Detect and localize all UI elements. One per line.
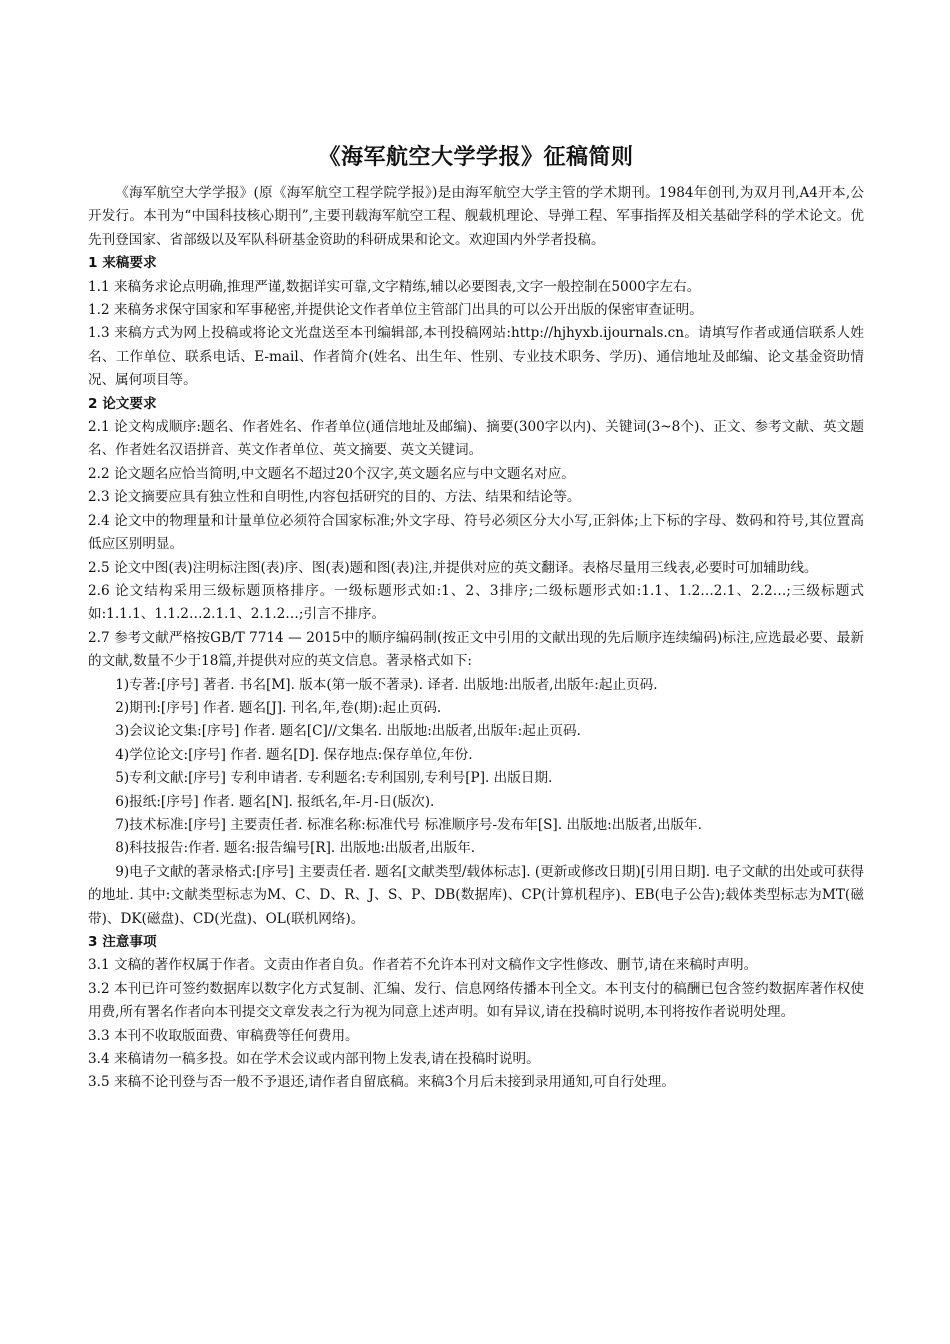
- intro-paragraph: 《海军航空大学学报》(原《海军航空工程学院学报》)是由海军航空大学主管的学术期刊。1984年创刊,为双月刊,A4开本,公开发行。本刊为“中国科技核心期刊”,主要刊载海军航空工程、舰载机理论、导弹工程、军事指挥及相关基础学科的学术论文。优先刊登国家、省部级以及军队科研基金资助的科研成果和论文。欢迎国内外学者投稿。: [88, 185, 864, 248]
- reference-format-item: 3)会议论文集:[序号] 作者. 题名[C]//文集名. 出版地:出版者,出版年:起止页码.: [115, 723, 581, 740]
- reference-format-item: 5)专利文献:[序号] 专利申请者. 专利题名:专利国别,专利号[P]. 出版日期.: [115, 770, 553, 787]
- clause-3-2: 3.2 本刊已许可签约数据库以数字化方式复制、汇编、发行、信息网络传播本刊全文。本刊支付的稿酬已包含签约数据库著作权使用费,所有署名作者向本刊提交文章发表之行为视为同意上述声明。如有异议,请在投稿时说明,本刊将按作者说明处理。: [88, 980, 864, 1021]
- section-heading-1: 1 来稿要求: [88, 255, 157, 272]
- reference-format-item: 9)电子文献的著录格式:[序号] 主要责任者. 题名[文献类型/载体标志]. (更新或修改日期)[引用日期]. 电子文献的出处或可获得的地址. 其中:文献类型标志为M、C、D、R、J、S、P、DB(数据库)、CP(计算机程序)、EB(电子公告);载体类型标志为MT(磁带)、DK(磁盘)、CD(光盘)、OL(联机网络)。: [88, 863, 864, 927]
- reference-format-item: 1)专著:[序号] 著者. 书名[M]. 版本(第一版不著录). 译者. 出版地:出版者,出版年:起止页码.: [115, 676, 658, 693]
- page-title: 《海军航空大学学报》征稿简则: [318, 145, 634, 170]
- clause-3-3: 3.3 本刊不收取版面费、审稿费等任何费用。: [88, 1027, 359, 1044]
- clause-1-3: 1.3 来稿方式为网上投稿或将论文光盘送至本刊编辑部,本刊投稿网站:http://hjhyxb.ijournals.cn。请填写作者或通信联系人姓名、工作单位、联系电话、E-mail、作者简介(姓名、出生年、性别、专业技术职务、学历)、通信地址及邮编、论文基金资助情况、属何项目等。: [88, 325, 864, 389]
- document-page: [88, 140, 864, 1095]
- reference-format-item: 7)技术标准:[序号] 主要责任者. 标准名称:标准代号 标准顺序号-发布年[S]. 出版地:出版者,出版年.: [115, 816, 702, 833]
- reference-format-item: 4)学位论文:[序号] 作者. 题名[D]. 保存地点:保存单位,年份.: [115, 746, 473, 763]
- clause-1-1: 1.1 来稿务求论点明确,推理严谨,数据详实可靠,文字精练,辅以必要图表,文字一般控制在5000字左右。: [88, 278, 701, 295]
- clause-2-4: 2.4 论文中的物理量和计量单位必须符合国家标准;外文字母、符号必须区分大小写,正斜体;上下标的字母、数码和符号,其位置高低应区别明显。: [88, 512, 864, 553]
- clause-2-3: 2.3 论文摘要应具有独立性和自明性,内容包括研究的目的、方法、结果和结论等。: [88, 489, 581, 506]
- section-heading-3: 3 注意事项: [88, 934, 157, 950]
- section-heading-2: 2 论文要求: [88, 395, 157, 412]
- reference-format-item: 2)期刊:[序号] 作者. 题名[J]. 刊名,年,卷(期):起止页码.: [115, 699, 442, 716]
- clause-2-7: 2.7 参考文献严格按GB/T 7714 — 2015中的顺序编码制(按正文中引用的文献出现的先后顺序连续编码)标注,应选最必要、最新的文献,数量不少于18篇,并提供对应的英文信息。著录格式如下:: [88, 629, 864, 670]
- reference-format-item: 8)科技报告:作者. 题名:报告编号[R]. 出版地:出版者,出版年.: [115, 840, 476, 857]
- clause-3-5: 3.5 来稿不论刊登与否一般不予退还,请作者自留底稿。来稿3个月后未接到录用通知,可自行处理。: [88, 1074, 675, 1091]
- clause-3-1: 3.1 文稿的著作权属于作者。文责由作者自负。作者若不允许本刊对文稿作文字性修改、删节,请在来稿时声明。: [88, 957, 758, 974]
- clause-3-4: 3.4 来稿请勿一稿多投。如在学术会议或内部刊物上发表,请在投稿时说明。: [88, 1051, 540, 1068]
- clause-1-2: 1.2 来稿务求保守国家和军事秘密,并提供论文作者单位主管部门出具的可以公开出版的保密审查证明。: [88, 302, 703, 319]
- clause-2-2: 2.2 论文题名应恰当简明,中文题名不超过20个汉字,英文题名应与中文题名对应。: [88, 465, 575, 482]
- clause-2-6: 2.6 论文结构采用三级标题顶格排序。一级标题形式如:1、2、3排序;二级标题形式如:1.1、1.2…2.1、2.2…;三级标题式如:1.1.1、1.1.2…2.1.1、2.1.2…;引言不排序。: [88, 582, 864, 623]
- clause-2-5: 2.5 论文中图(表)注明标注图(表)序、图(表)题和图(表)注,并提供对应的英文翻译。表格尽量用三线表,必要时可加辅助线。: [88, 559, 818, 576]
- reference-format-item: 6)报纸:[序号] 作者. 题名[N]. 报纸名,年-月-日(版次).: [115, 793, 435, 810]
- clause-2-1: 2.1 论文构成顺序:题名、作者姓名、作者单位(通信地址及邮编)、摘要(300字以内)、关键词(3~8个)、正文、参考文献、英文题名、作者姓名汉语拼音、英文作者单位、英文摘要、英文关键词。: [88, 419, 864, 459]
